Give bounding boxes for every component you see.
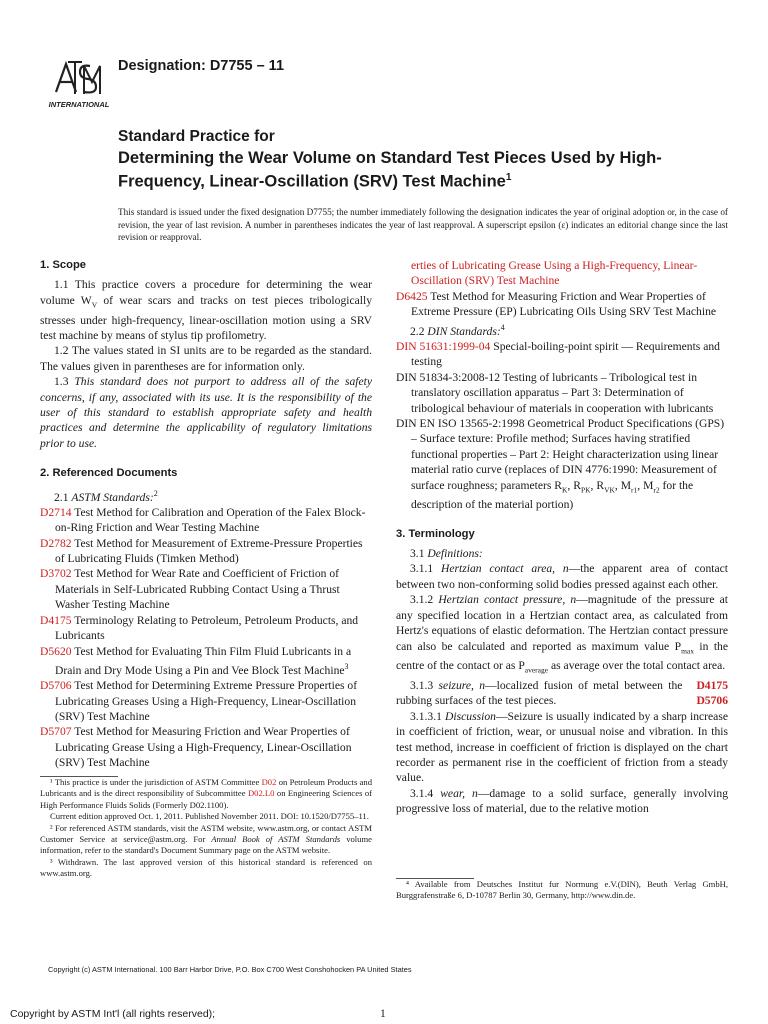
def-3-1-4: 3.1.4 wear, n—damage to a solid surface, generally involving progressive loss of material, due to the relative motion	[396, 786, 728, 816]
logo-text: INTERNATIONAL	[48, 100, 110, 109]
ref-d5707: D5707 Test Method for Measuring Friction and Wear Properties of Lubricating Grease Using a High-Frequency, Linear-Oscillation (SRV) Test Machine	[40, 725, 352, 770]
para-1-1: 1.1 This practice covers a procedure for determining the wear volume $W_V$ of wear scars and tracks on test pieces tribologically stresses under high-frequency, linear-oscillation motion using a SRV test machine by means of stylus tip profilometry.	[40, 278, 372, 342]
footnotes-left	[40, 776, 372, 880]
ref-link[interactable]: D4175	[696, 678, 728, 692]
din-standards-label: 2.2 DIN Standards:$^4$	[410, 322, 505, 338]
footnote-1-edition: Current edition approved Oct. 1, 2011. Published November 2011. DOI: 10.1520/D7755–11.	[50, 811, 369, 822]
section-references-heading: 2. Referenced Documents	[40, 467, 178, 480]
astm-standards-label: 2.1 ASTM Standards:$^2$	[54, 488, 158, 504]
footnotes-right	[396, 878, 728, 902]
def-3-1-3: 3.1.3 seizure, n—localized fusion of metal between the rubbing surfaces of the test pieces. D5706	[396, 678, 728, 708]
def-3-1-2: 3.1.2 Hertzian contact pressure, n—magnitude of the pressure at any specified location in a Hertzian contact area, as calculated from Hertz's equations of elastic deformation. The Hertzian contact pressure can also be calculated and reported as maximum value $P_{max}$ in the centre of the contact or as $P_{average}$ as average over the total contact area. D4175	[396, 593, 729, 692]
ref-link[interactable]: D5620	[40, 644, 72, 658]
ref-link[interactable]: D4175	[40, 613, 72, 627]
ref-link[interactable]: D5707	[40, 725, 72, 739]
right-column	[396, 258, 728, 817]
def-3-1-1: 3.1.1 Hertzian contact area, n—the apparent area of contact between two non-conforming solid bodies pressed against each other.	[396, 562, 728, 591]
title-prefix: Standard Practice for	[118, 128, 275, 145]
copyright-notice: Copyright by ASTM Int'l (all rights reserved);	[10, 1008, 216, 1020]
ref-link[interactable]: D2782	[40, 536, 72, 550]
section-scope-heading: 1. Scope	[40, 259, 87, 271]
designation: Designation: D7755 – 11	[118, 58, 285, 74]
ref-d2782: D2782 Test Method for Measurement of Extreme-Pressure Properties of Lubricating Fluids (Timken Method)	[40, 536, 363, 566]
committee-link[interactable]: D02	[261, 777, 277, 787]
footnote-1: ¹ This practice is under the jurisdiction of ASTM Committee D02 on Petroleum Products and Lubricants and is the direct responsibility of Subcommittee D02.L0 on Engineering Sciences of High Performance Fluids Solids (Formerly D02.1100).	[40, 777, 372, 810]
ref-d5620: D5620 Test Method for Evaluating Thin Film Fluid Lubricants in a Drain and Dry Mode Using a Pin and Vee Block Test Machine$^3$	[40, 644, 352, 677]
ref-d6425: D6425 Test Method for Measuring Friction and Wear Properties of Extreme Pressure (EP) Lubricating Oils Using SRV Test Machine	[396, 289, 717, 319]
section-terminology-heading: 3. Terminology	[396, 527, 475, 540]
ref-d5706: D5706 Test Method for Determining Extreme Pressure Properties of Lubricating Greases Using a High-Frequency, Linear-Oscillation (SRV) Test Machine	[40, 679, 358, 723]
ref-link[interactable]: DIN 51631:1999-04	[396, 339, 491, 353]
ref-din-51834: DIN 51834-3:2008-12 Testing of lubricants – Tribological test in translatory oscillation apparatus – Part 3: Determination of tribological behaviour of materials in cooperation with lubricants	[396, 370, 714, 415]
ref-din-51631: DIN 51631:1999-04 Special-boiling-point spirit — Requirements and testing	[396, 339, 720, 369]
def-3-1-3-1: 3.1.3.1 Discussion—Seizure is usually indicated by a sharp increase in coefficient of friction, wear, or unusual noise and vibration. In this test method, increase in coefficient of friction is displayed on the chart recorder as permanent rise in the coefficient of friction from a steady value.	[396, 709, 728, 785]
astm-logo	[44, 56, 114, 110]
ref-d3702: D3702 Test Method for Wear Rate and Coefficient of Friction of Materials in Self-Lubricated Rubbing Contact Using a Thrust Washer Testing Machine	[40, 567, 340, 612]
definitions-label: 3.1 Definitions:	[410, 547, 483, 561]
ref-link[interactable]: D2714	[40, 505, 72, 519]
left-column	[40, 258, 372, 771]
copyright-line: Copyright (c) ASTM International. 100 Barr Harbor Drive, P.O. Box C700 West Conshohocken PA United States	[48, 965, 412, 974]
ref-d5707-cont: erties of Lubricating Grease Using a High-Frequency, Linear-Oscillation (SRV) Test Machine	[411, 259, 698, 288]
document-title: Determining the Wear Volume on Standard Test Pieces Used by High-Frequency, Linear-Oscillation (SRV) Test Machine$^1$	[118, 149, 662, 191]
ref-d4175: D4175 Terminology Relating to Petroleum, Petroleum Products, and Lubricants	[40, 613, 359, 643]
ref-link[interactable]: D3702	[40, 567, 72, 581]
ref-d2714: D2714 Test Method for Calibration and Operation of the Falex Block-on-Ring Friction and Wear Testing Machine	[40, 505, 366, 535]
para-1-2: 1.2 The values stated in SI units are to be regarded as the standard. The values given in parentheses are for information only.	[40, 344, 372, 373]
ref-link[interactable]: D5706	[40, 679, 72, 693]
ref-link[interactable]: D5706	[696, 694, 728, 708]
issue-note: This standard is issued under the fixed designation D7755; the number immediately following the designation indicates the year of original adoption or, in the case of revision, the year of last revision. A number in parentheses indicates the year of last reapproval. A superscript epsilon (ε) indicates an editorial change since the last revision or reapproval.	[118, 207, 728, 243]
footnote-4: ⁴ Available from Deutsches Institut fur Normung e.V.(DIN), Beuth Verlag GmbH, Burggrafenstraße 6, D-10787 Berlin 30, Germany, http://www.din.de.	[396, 879, 728, 901]
footnote-2: ² For referenced ASTM standards, visit the ASTM website, www.astm.org, or contact ASTM Customer Service at service@astm.org. For Annual Book of ASTM Standards volume information, refer to the standard's Document Summary page on the ASTM website.	[40, 822, 372, 856]
page-number: 1	[380, 1008, 386, 1020]
ref-link[interactable]: D6425	[396, 289, 428, 303]
ref-din-13565: DIN EN ISO 13565-2:1998 Geometrical Product Specifications (GPS) – Surface texture: Profile method; Surfaces having stratified functional properties – Part 2: Height characterization using linear material ratio curve (replaces of DIN 4776:1990: Measurement of surface roughness; parameters $R_K$, $R_{PK}$, $R_{VK}$, $M_{r1}$, $M_{r2}$ for the description of the material portion)	[396, 416, 725, 512]
footnote-3: ³ Withdrawn. The last approved version of this historical standard is referenced on www.astm.org.	[40, 856, 372, 879]
para-1-3: 1.3 This standard does not purport to address all of the safety concerns, if any, associated with its use. It is the responsibility of the user of this standard to establish appropriate safety and health practices and determine the applicability of regulatory limitations prior to use.	[40, 375, 373, 450]
subcommittee-link[interactable]: D02.L0	[247, 788, 275, 799]
